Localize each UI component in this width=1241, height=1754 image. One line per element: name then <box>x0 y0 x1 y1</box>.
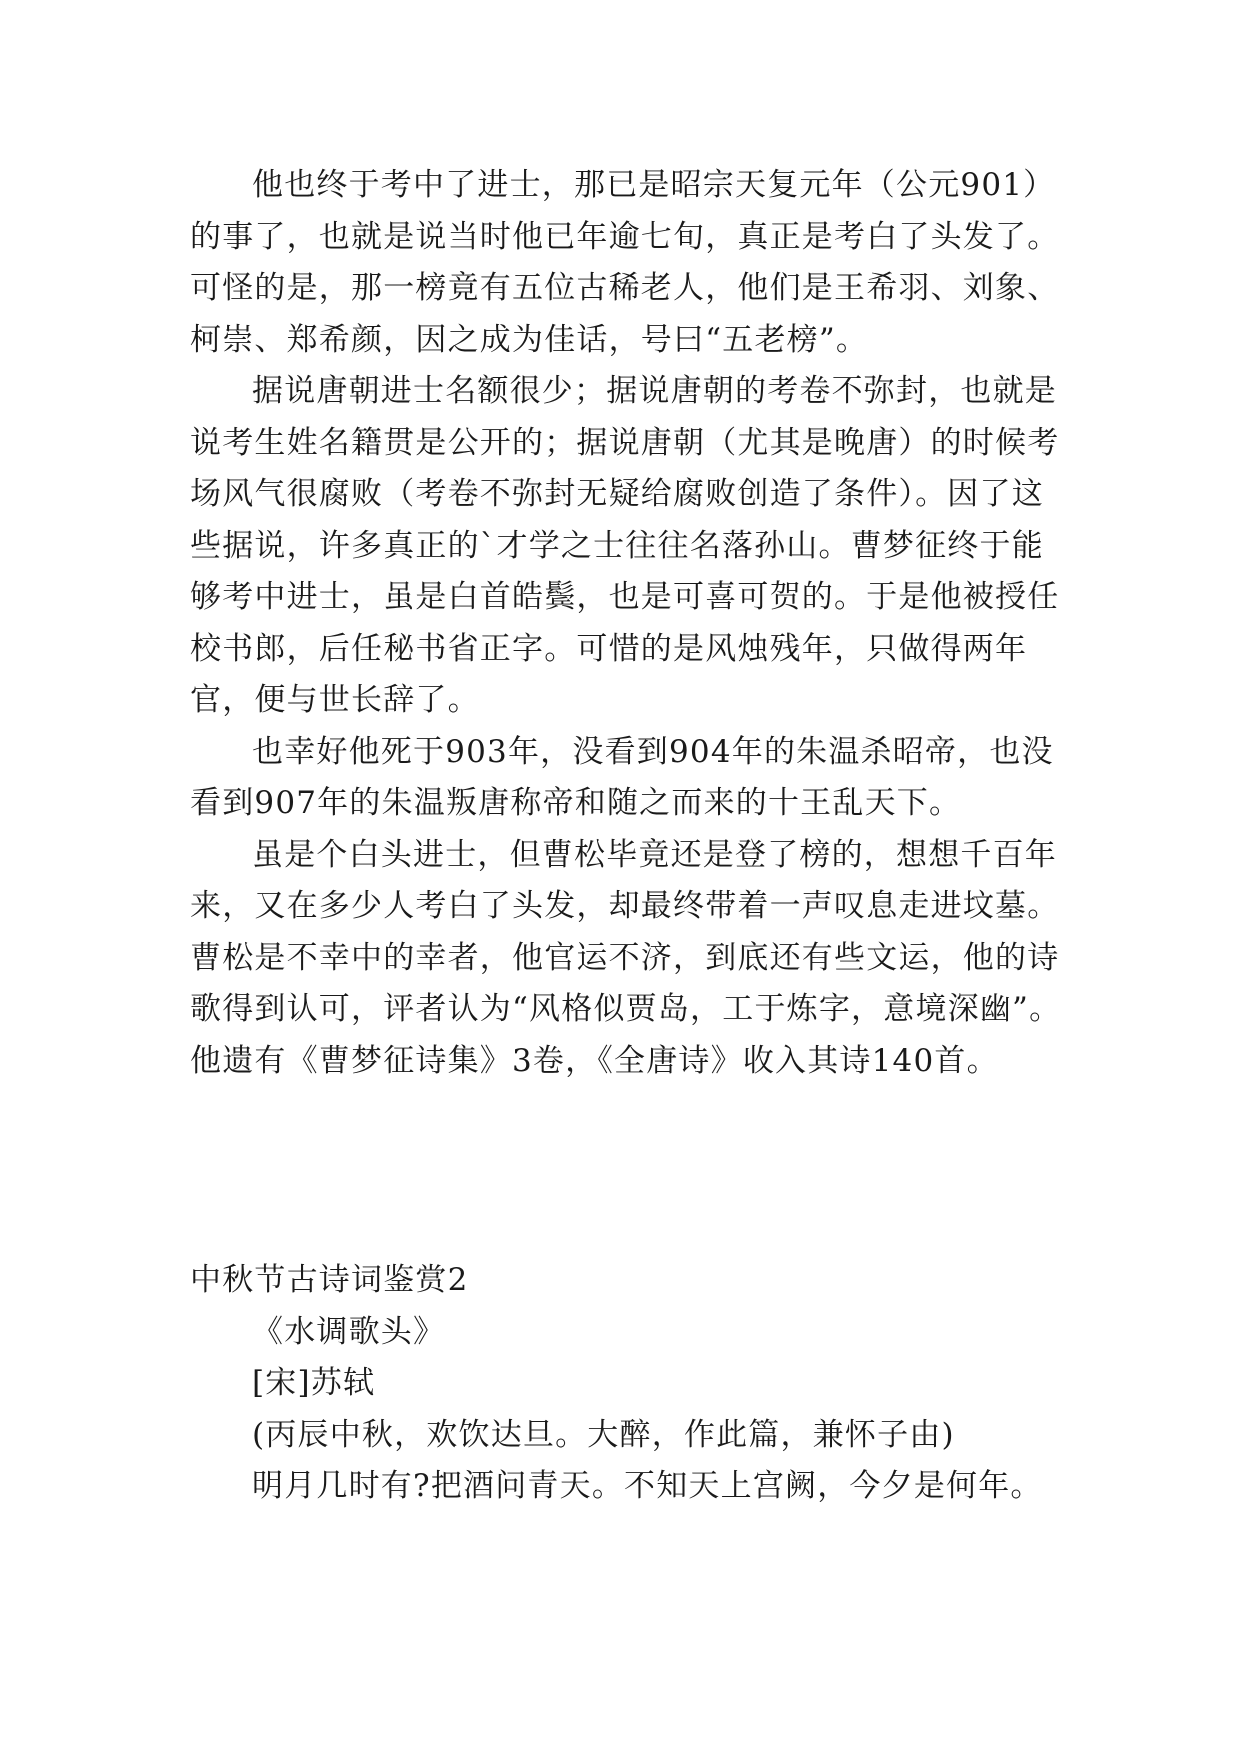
poem-line: 明月几时有?把酒问青天。不知天上宫阙，今夕是何年。 <box>252 1468 1043 1504</box>
poem-preface: (丙辰中秋，欢饮达旦。大醉，作此篇，兼怀子由) <box>252 1416 955 1453</box>
section-heading: 中秋节古诗词鉴赏2 <box>190 1262 469 1298</box>
poem-section <box>190 1255 1070 1513</box>
poem-author: [宋]苏轼 <box>252 1365 376 1401</box>
paragraph: 虽是个白头进士，但曹松毕竟还是登了榜的，想想千百年来，又在多少人考白了头发，却最终带着一声叹息走进坟墓。曹松是不幸中的幸者，他官运不济，到底还有些文运，他的诗歌得到认可，评者认为“风格似贾岛，工于炼字，意境深幽”。他遗有《曹梦征诗集》3卷，《全唐诗》收入其诗140首。 <box>190 836 1062 1079</box>
article-body <box>190 160 1070 1087</box>
paragraph: 也幸好他死于903年，没看到904年的朱温杀昭帝，也没看到907年的朱温叛唐称帝和随之而来的十王乱天下。 <box>190 733 1054 821</box>
paragraph: 他也终于考中了进士，那已是昭宗天复元年（公元901）的事了，也就是说当时他已年逾七旬，真正是考白了头发了。可怪的是，那一榜竟有五位古稀老人，他们是王希羽、刘象、柯崇、郑希颜，因之成为佳话，号曰“五老榜”。 <box>190 167 1060 358</box>
paragraph: 据说唐朝进士名额很少；据说唐朝的考卷不弥封，也就是说考生姓名籍贯是公开的；据说唐朝（尤其是晚唐）的时候考场风气很腐败（考卷不弥封无疑给腐败创造了条件）。因了这些据说，许多真正的`才学之士往往名落孙山。曹梦征终于能够考中进士，虽是白首皓鬓，也是可喜可贺的。于是他被授任校书郎，后任秘书省正字。可惜的是风烛残年，只做得两年官，便与世长辞了。 <box>190 373 1060 718</box>
poem-title: 《水调歌头》 <box>252 1313 446 1350</box>
